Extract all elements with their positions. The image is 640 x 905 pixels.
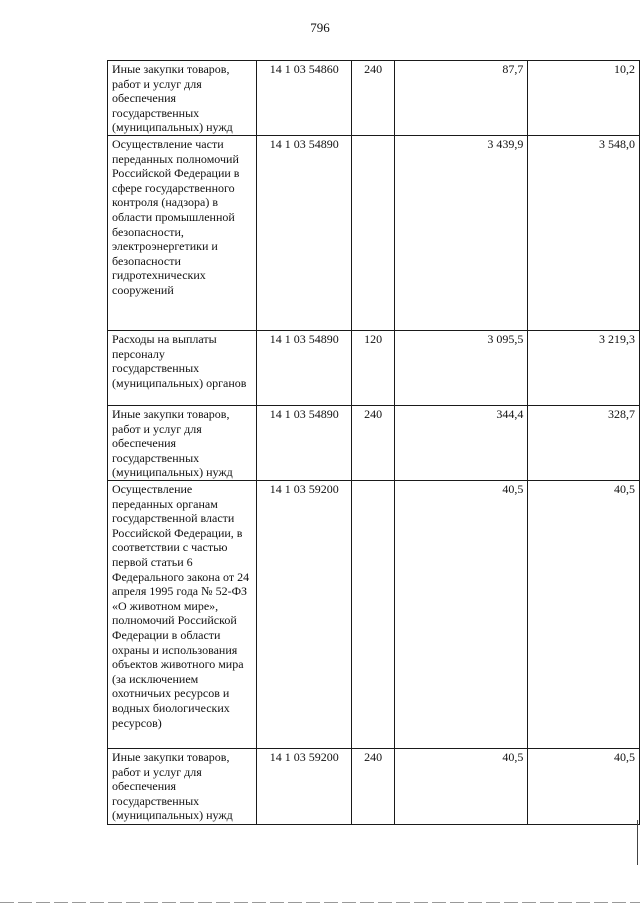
classification-code-cell: 14 1 03 54890 [257, 136, 352, 331]
table-row [108, 749, 640, 825]
expense-name-cell: Осуществление переданных органам государственной власти Российской Федерации, в соответствии с частью первой статьи 6 Федерального закона от 24 апреля 1995 года № 52-ФЗ «О животном мире», полномочий Российской Федерации в области охраны и использования объектов животного мира (за исключением охотничьих ресурсов и водных биологических ресурсов) [108, 481, 257, 749]
expense-name-cell: Расходы на выплаты персоналу государственных (муниципальных) органов [108, 331, 257, 406]
amount-year-1-cell: 344,4 [395, 406, 528, 481]
amount-year-2-cell: 40,5 [528, 481, 640, 749]
scan-edge-mark [637, 820, 638, 865]
page-number: 796 [310, 20, 330, 35]
amount-year-2-cell: 3 219,3 [528, 331, 640, 406]
scan-bottom-edge [0, 902, 640, 903]
expense-type-cell: 240 [352, 61, 395, 136]
amount-year-2-cell: 40,5 [528, 749, 640, 825]
amount-year-1-cell: 87,7 [395, 61, 528, 136]
classification-code-cell: 14 1 03 59200 [257, 749, 352, 825]
budget-table [107, 60, 640, 825]
table-row [108, 331, 640, 406]
expense-type-cell: 240 [352, 749, 395, 825]
amount-year-1-cell: 3 439,9 [395, 136, 528, 331]
table-row [108, 136, 640, 331]
table-row [108, 61, 640, 136]
amount-year-1-cell: 40,5 [395, 749, 528, 825]
table-row [108, 406, 640, 481]
amount-year-1-cell: 3 095,5 [395, 331, 528, 406]
expense-type-cell: 120 [352, 331, 395, 406]
classification-code-cell: 14 1 03 54890 [257, 406, 352, 481]
amount-year-2-cell: 3 548,0 [528, 136, 640, 331]
expense-name-cell: Иные закупки товаров, работ и услуг для обеспечения государственных (муниципальных) нужд [108, 61, 257, 136]
expense-type-cell [352, 481, 395, 749]
table-row [108, 481, 640, 749]
classification-code-cell: 14 1 03 59200 [257, 481, 352, 749]
expense-name-cell: Осуществление части переданных полномочий Российской Федерации в сфере государственного контроля (надзора) в области промышленной безопасности, электроэнергетики и безопасности гидротехнических сооружений [108, 136, 257, 331]
expense-name-cell: Иные закупки товаров, работ и услуг для обеспечения государственных (муниципальных) нужд [108, 406, 257, 481]
classification-code-cell: 14 1 03 54860 [257, 61, 352, 136]
expense-name-cell: Иные закупки товаров, работ и услуг для обеспечения государственных (муниципальных) нужд [108, 749, 257, 825]
expense-type-cell: 240 [352, 406, 395, 481]
classification-code-cell: 14 1 03 54890 [257, 331, 352, 406]
expense-type-cell [352, 136, 395, 331]
amount-year-1-cell: 40,5 [395, 481, 528, 749]
amount-year-2-cell: 10,2 [528, 61, 640, 136]
amount-year-2-cell: 328,7 [528, 406, 640, 481]
